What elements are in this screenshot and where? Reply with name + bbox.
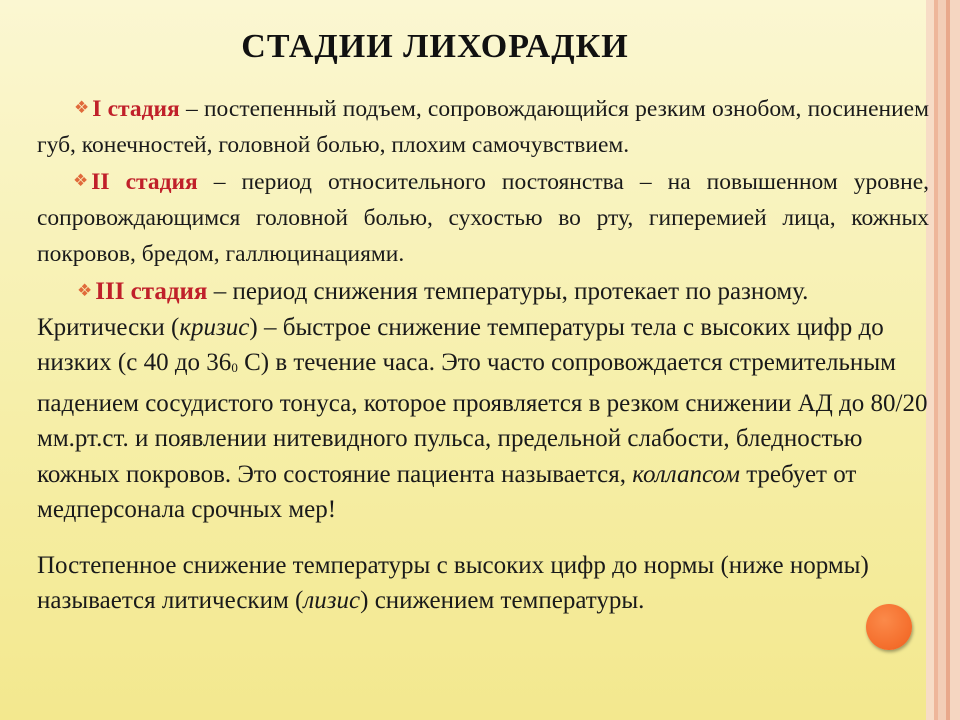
stage-3-paragraph	[37, 273, 929, 528]
crisis-term: кризис	[179, 313, 250, 341]
gradual-text-b: ) снижением температуры.	[360, 586, 645, 614]
orange-circle-decoration	[866, 604, 912, 650]
lysis-term: лизис	[303, 586, 361, 614]
diamond-bullet-icon: ❖	[77, 281, 93, 300]
stage-3-text-b: ) – быстрое снижение температуры тела с высоких цифр до низких (с 40 до 36	[37, 313, 884, 376]
collapse-term: коллапсом	[632, 460, 740, 488]
slide-title: СТАДИИ ЛИХОРАДКИ	[241, 28, 629, 65]
stage-3-text-a: – период снижения температуры, протекает по разному. Критически (	[37, 278, 809, 341]
slide-content	[37, 90, 929, 618]
stage-1-label: I стадия	[92, 96, 180, 122]
stage-3-text-d: требует от медперсонала срочных мер!	[37, 460, 857, 523]
gradual-decrease-paragraph	[37, 548, 929, 618]
stage-1-text: – постепенный подъем, сопровождающийся резким ознобом, посинением губ, конечностей, головной болью, плохим самочувствием.	[37, 96, 929, 158]
stage-3-label: III стадия	[95, 278, 208, 305]
stage-2-label: II стадия	[91, 169, 198, 195]
degree-mark: 0	[231, 360, 238, 375]
decorative-side-stripes	[926, 0, 960, 720]
stage-2-paragraph	[37, 163, 929, 272]
stage-1-paragraph	[37, 90, 929, 163]
stage-2-text: – период относительного постоянства – на повышенном уровне, сопровождающимся головной болью, сухостью во рту, гиперемией лица, кожных покровов, бредом, галлюцинациями.	[37, 169, 929, 267]
gradual-text-a: Постепенное снижение температуры с высоких цифр до нормы (ниже нормы) называется литическим (	[37, 551, 869, 614]
diamond-bullet-icon: ❖	[74, 98, 90, 117]
stage-3-text-c: С) в течение часа. Это часто сопровождается стремительным падением сосудистого тонуса, которое проявляется в резком снижении АД до 80/20 мм.рт.ст. и появлении нитевидного пульса, предельной слабости, бледностью кожных покровов. Это состояние пациента называется,	[37, 349, 928, 488]
diamond-bullet-icon: ❖	[73, 171, 89, 190]
